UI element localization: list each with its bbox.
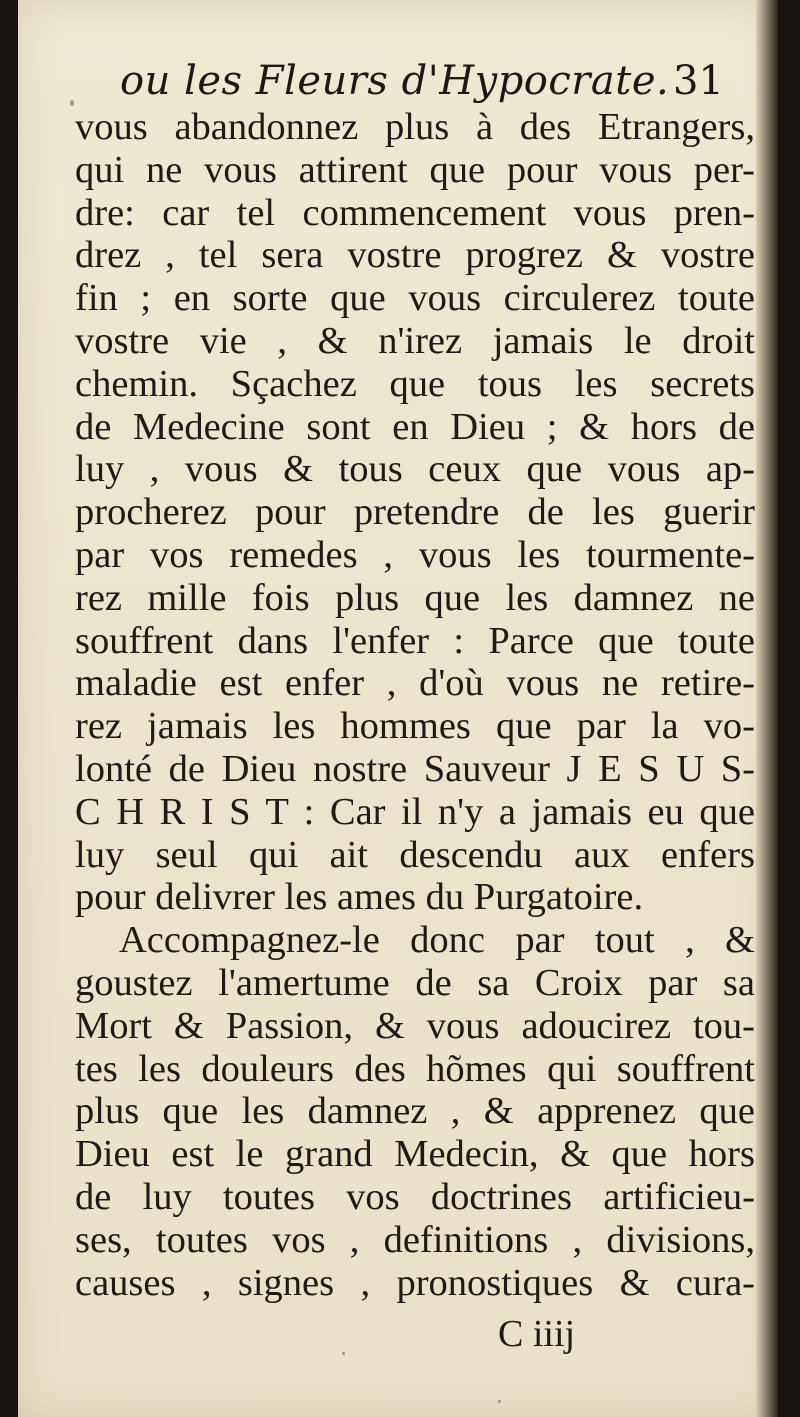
text-line: maladie est enfer , d'où vous ne retire- bbox=[75, 662, 755, 705]
paragraph-2 bbox=[75, 919, 755, 1304]
text-line: procherez pour pretendre de les guerir bbox=[75, 491, 755, 534]
text-line: par vos remedes , vous les tourmente- bbox=[75, 533, 755, 576]
paper-speck bbox=[342, 1352, 345, 1355]
paper-speck bbox=[498, 1400, 501, 1403]
text-line: vous abandonnez plus à des Etrangers, bbox=[75, 106, 755, 148]
text-line: pour delivrer les ames du Purgatoire. bbox=[75, 876, 644, 919]
text-line: de luy toutes vos doctrines artificieu- bbox=[75, 1175, 755, 1218]
text-line: de Medecine sont en Dieu ; & hors de bbox=[75, 405, 755, 448]
text-line: souffrent dans l'enfer : Parce que toute bbox=[75, 619, 755, 662]
text-line: vostre vie , & n'irez jamais le droit bbox=[75, 319, 755, 362]
text-line: rez jamais les hommes que par la vo- bbox=[75, 705, 755, 748]
text-line: qui ne vous attirent que pour vous per- bbox=[75, 148, 755, 191]
paragraph-1 bbox=[75, 106, 755, 919]
signature-mark: C iiij bbox=[498, 1313, 576, 1355]
text-line: Accompagnez-le donc par tout , & bbox=[119, 919, 755, 962]
text-line: C H R I S T : Car il n'y a jamais eu que bbox=[75, 790, 755, 833]
page-edge-shadow bbox=[756, 0, 778, 1417]
text-line: luy seul qui ait descendu aux enfers bbox=[75, 833, 755, 876]
text-line: Dieu est le grand Medecin, & que hors bbox=[75, 1133, 755, 1176]
text-line: Mort & Passion, & vous adoucirez tou- bbox=[75, 1004, 755, 1047]
page-number: 31 bbox=[673, 58, 724, 104]
text-line: chemin. Sçachez que tous les secrets bbox=[75, 362, 755, 405]
text-line: drez , tel sera vostre progrez & vostre bbox=[75, 234, 755, 277]
running-title: ou les Fleurs d'Hypocrate. bbox=[120, 58, 670, 104]
text-line: luy , vous & tous ceux que vous ap- bbox=[75, 448, 755, 491]
book-page bbox=[18, 0, 778, 1417]
text-line: fin ; en sorte que vous circulerez toute bbox=[75, 277, 755, 320]
body-text bbox=[75, 106, 755, 1304]
text-line: causes , signes , pronostiques & cura- bbox=[75, 1261, 755, 1304]
text-line: goustez l'amertume de sa Croix par sa bbox=[75, 961, 755, 1004]
text-line: dre: car tel commencement vous pren- bbox=[75, 191, 755, 234]
paper-speck bbox=[70, 100, 74, 106]
text-line: ses, toutes vos , definitions , divisions, bbox=[75, 1218, 755, 1261]
text-line: plus que les damnez , & apprenez que bbox=[75, 1090, 755, 1133]
text-line: tes les douleurs des hõmes qui souffrent bbox=[75, 1047, 755, 1090]
text-line: rez mille fois plus que les damnez ne bbox=[75, 576, 755, 619]
text-line: lonté de Dieu nostre Sauveur J E S U S- bbox=[75, 747, 755, 790]
